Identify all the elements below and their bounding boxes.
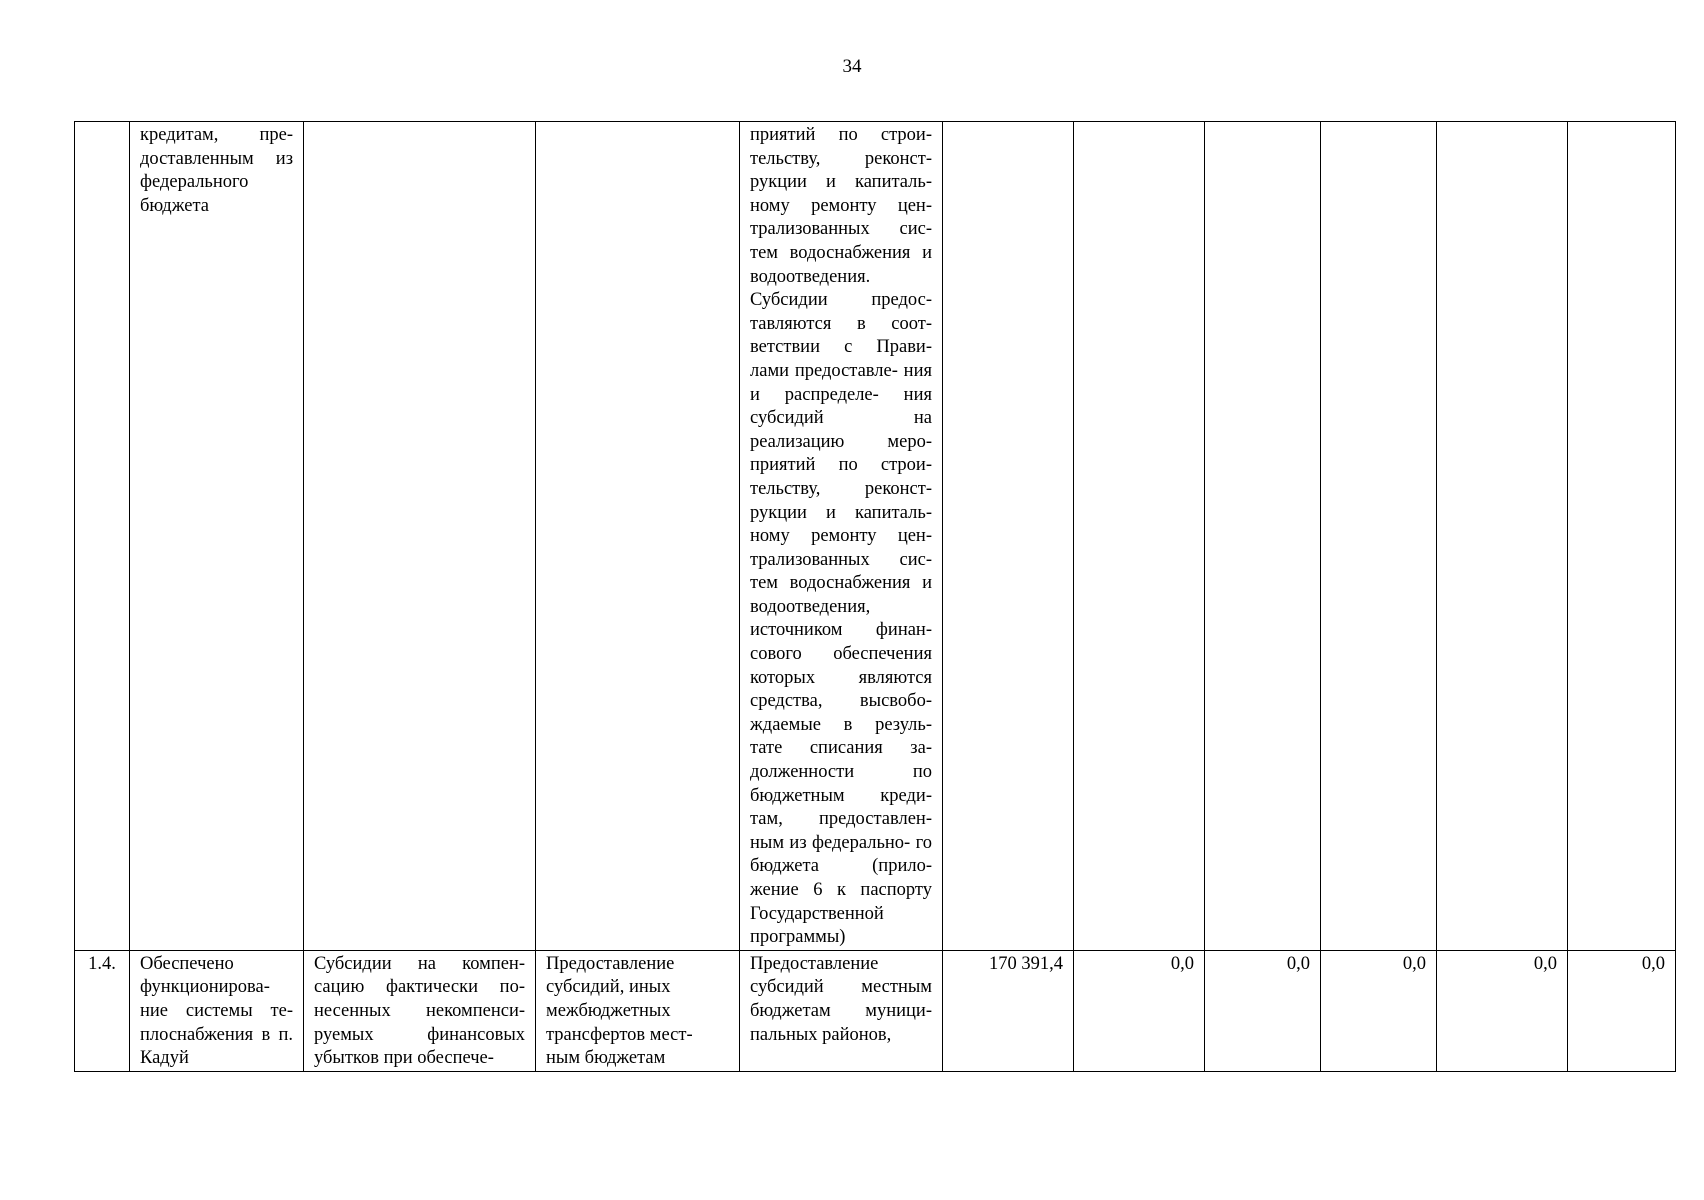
cell-value-2 — [1074, 122, 1205, 951]
cell-value-4 — [1321, 122, 1437, 951]
row-value-6: 0,0 — [1568, 950, 1676, 1071]
row-value-2: 0,0 — [1074, 950, 1205, 1071]
cell-value-1 — [943, 122, 1074, 951]
table-row-continuation — [75, 122, 1676, 951]
cell-result: кредитам, пре- доставленным из федерального бюджета — [130, 122, 304, 951]
cell-type — [536, 122, 740, 951]
row-type: Предоставление субсидий, иных межбюджетных трансфертов мест- ным бюджетам — [536, 950, 740, 1071]
row-measure: Субсидии на компен- сацию фактически по- несенных некомпенси- руемых финансовых убытков при обеспече- — [304, 950, 536, 1071]
row-value-5: 0,0 — [1437, 950, 1568, 1071]
row-value-3: 0,0 — [1205, 950, 1321, 1071]
cell-value-3 — [1205, 122, 1321, 951]
cell-description: приятий по строи- тельству, реконст- рукции и капиталь- ному ремонту цен- трализованных сис- тем водоснабжения и водоотведения. Субсидии предос- тавляются в соот- ветствии с Прави- лами предоставле- ния и распределе- ния субсидий на реализацию меро- приятий по строи- тельству, реконст- рукции и капиталь- ному ремонту цен- трализованных сис- тем водоснабжения и водоотведения, источником финан- сового обеспечения которых являются средства, высвобо- ждаемые в резуль- тате списания за- долженности по бюджетным креди- там, предоставлен- ным из федерально- го бюджета (прило- жение 6 к паспорту Государственной программы) — [740, 122, 943, 951]
row-description: Предоставление субсидий местным бюджетам муници- пальных районов, — [740, 950, 943, 1071]
row-value-4: 0,0 — [1321, 950, 1437, 1071]
page-number: 34 — [842, 56, 862, 77]
row-result: Обеспечено функционирова- ние системы те- плоснабжения в п. Кадуй — [130, 950, 304, 1071]
budget-table — [74, 121, 1676, 1072]
cell-value-6 — [1568, 122, 1676, 951]
cell-number — [75, 122, 130, 951]
row-number: 1.4. — [75, 950, 130, 1071]
row-value-1: 170 391,4 — [943, 950, 1074, 1071]
cell-value-5 — [1437, 122, 1568, 951]
table-row-1-4 — [75, 950, 1676, 1071]
cell-measure — [304, 122, 536, 951]
